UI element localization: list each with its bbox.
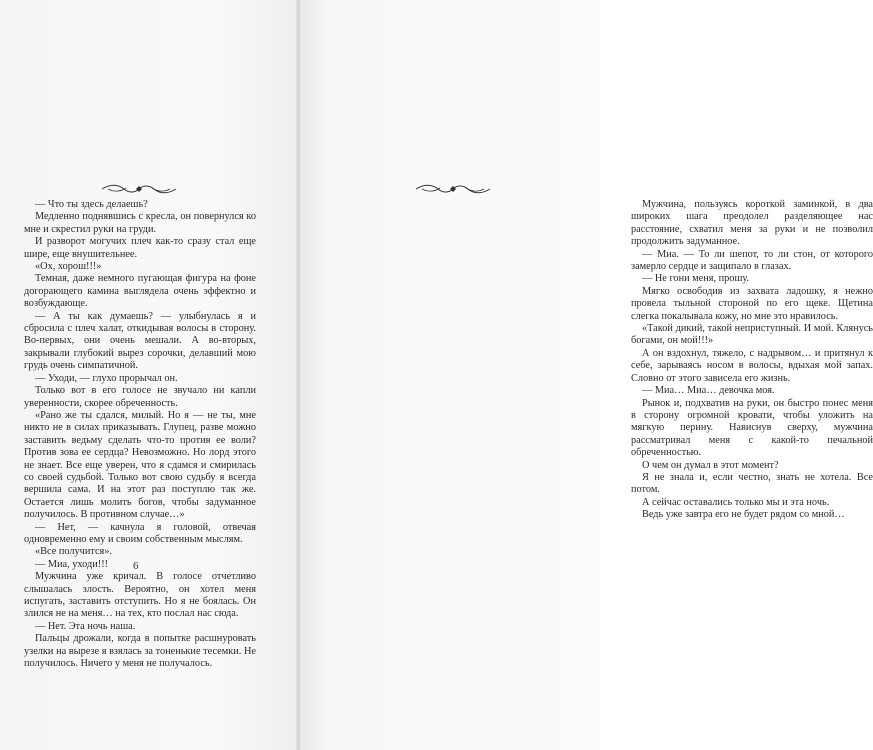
paragraph: Мягко освободив из захвата ладошку, я нежно провела тыльной стороной по его щеке. Щетина слегка покалывала кожу, но мне это нравилось. <box>631 285 873 322</box>
paragraph: — Нет. Эта ночь наша. <box>35 620 136 632</box>
paragraph: — Миа. — То ли шепот, то ли стон, от которого замерло сердце и защипало в глазах. <box>631 248 873 273</box>
paragraph: О чем он думал в этот момент? <box>642 459 779 471</box>
paragraph: — Миа… Миа… девочка моя. <box>642 385 775 397</box>
left-page <box>0 0 298 750</box>
paragraph: Ведь уже завтра его не будет рядом со мной… <box>642 509 845 521</box>
paragraph: «Все получится». <box>35 546 113 558</box>
paragraph: — Уходи, — глухо прорычал он. <box>35 372 178 384</box>
paragraph: Только вот в его голосе не звучало ни капли уверенности, скорее обреченность. <box>24 385 256 409</box>
paragraph: А сейчас оставались только мы и эта ночь. <box>642 496 830 508</box>
ornament-divider-icon <box>100 183 178 195</box>
paragraph: — А ты как думаешь? — улыбнулась я и сбросила с плеч халат, откидывая волосы в сторону. Во-первых, они очень мешали. А во-вторых, закрывали глубокий вырез сорочки, делавший мою грудь очень симпатичной. <box>24 310 256 372</box>
left-page-text <box>24 199 256 670</box>
right-page <box>300 0 873 750</box>
paragraph: Рынок и, подхватив на руки, он быстро понес меня в сторону огромной кровати, чтобы уложить на мягкую перину. Нависнув сверху, мужчина рассматривал меня с какой-то печальной обреченностью. <box>631 397 873 459</box>
right-page-text <box>631 199 873 522</box>
paragraph: «Ох, хорош!!!» <box>35 261 102 273</box>
ornament-divider-icon <box>414 183 492 195</box>
paragraph: Я не знала и, если честно, знать не хотела. Все потом. <box>631 471 873 496</box>
paragraph: Мужчина уже кричал. В голосе отчетливо слышалась злость. Вероятно, он хотел меня испугать, заставить отступить. Но я не боялась. Он злился не на меня… на тех, кто послал нас сюда. <box>24 571 256 620</box>
paragraph: Пальцы дрожали, когда в попытке расшнуровать узелки на вырезе я взялась за тоненькие тесемки. Не получилось. Ничего у меня не получалось. <box>24 633 256 670</box>
paragraph: А он вздохнул, тяжело, с надрывом… и притянул к себе, зарываясь носом в волосы, вдыхая мой запах. Словно от этого зависела его жизнь. <box>631 347 873 384</box>
paragraph: «Такой дикий, такой неприступный. И мой. Клянусь богами, он мой!!!» <box>631 323 873 347</box>
page-number: 6 <box>133 560 139 572</box>
paragraph: «Рано же ты сдался, милый. Но я — не ты, мне никто не в силах приказывать. Глупец, разве можно заставить ведьму сделать что-то против ее воли? Против зова ее сердца? Невозможно. Но лорд этого не знает. Все еще уверен, что я сдамся и смирилась со своей судьбой. Только вот свою судьбу я всегда вершила сама. И на этот раз поступлю так же. Остается лишь молить богов, чтобы задуманное получилось. В противном случае…» <box>24 409 256 521</box>
paragraph: Мужчина, пользуясь короткой заминкой, в два широких шага преодолел разделяющее нас расстояние, схватил меня за руки и не позволил продолжить задуманное. <box>631 199 873 248</box>
paragraph: — Миа, уходи!!! <box>35 558 109 570</box>
paragraph: — Что ты здесь делаешь? <box>35 199 148 210</box>
paragraph: И разворот могучих плеч как-то сразу стал еще шире, еще внушительнее. <box>24 236 256 260</box>
paragraph: Медленно поднявшись с кресла, он повернулся ко мне и скрестил руки на груди. <box>24 211 256 235</box>
paragraph: — Нет, — качнула я головой, отвечая одновременно ему и своим собственным мыслям. <box>24 521 256 545</box>
paragraph: Темная, даже немного пугающая фигура на фоне догорающего камина выглядела очень эффектно и возбуждающе. <box>24 273 256 310</box>
paragraph: — Не гони меня, прошу. <box>642 273 750 285</box>
